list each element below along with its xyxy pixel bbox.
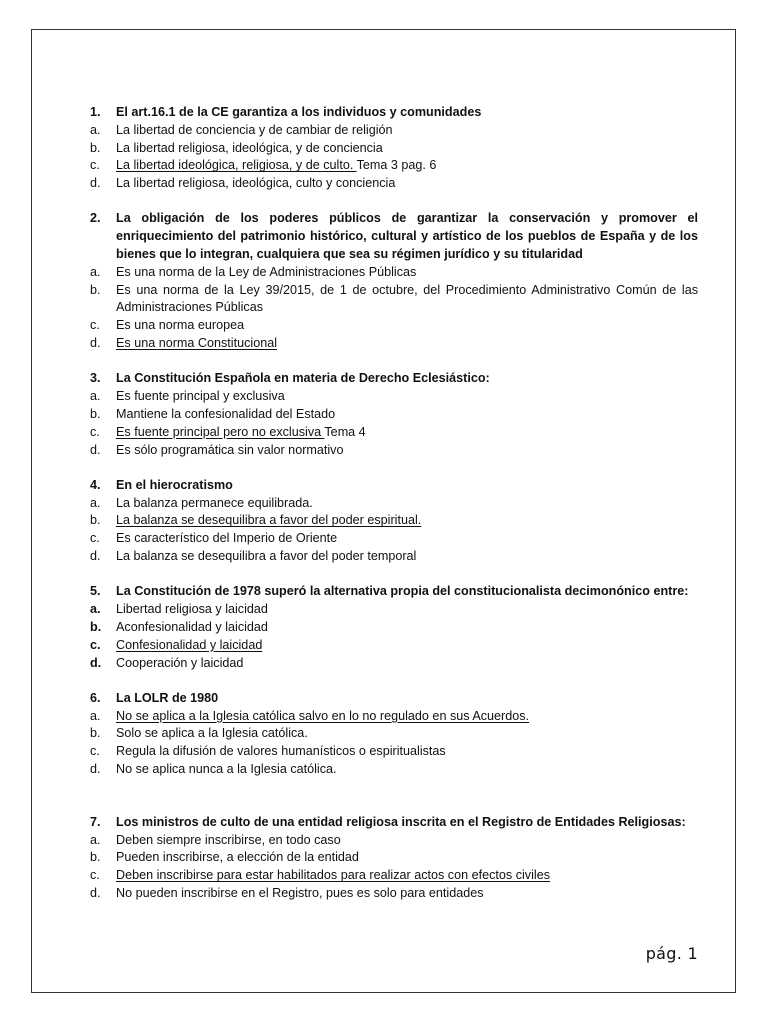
option-text: Mantiene la confesionalidad del Estado: [116, 406, 336, 421]
answer-option: [90, 619, 698, 637]
answer-option-correct: [90, 512, 698, 530]
option-letter: a.: [90, 602, 101, 617]
option-text: Aconfesionalidad y laicidad: [116, 619, 268, 634]
question-4: [90, 477, 698, 566]
option-text: La balanza se desequilibra a favor del poder temporal: [116, 549, 417, 564]
answer-option: [90, 388, 698, 406]
question-text: La Constitución de 1978 superó la alternativa propia del constitucionalista decimonónico entre:: [116, 584, 689, 599]
answer-option: [90, 530, 698, 548]
question-1: [90, 104, 698, 193]
question-text: El art.16.1 de la CE garantiza a los individuos y comunidades: [116, 105, 482, 119]
answer-option-correct: [90, 867, 698, 885]
option-text: [116, 708, 698, 726]
option-letter: b.: [90, 140, 101, 155]
question-text: En el hierocratismo: [116, 477, 233, 492]
question-5: [90, 583, 698, 672]
question-number: 2.: [90, 211, 101, 226]
option-text: Es fuente principal y exclusiva: [116, 389, 285, 404]
question-text: La LOLR de 1980: [116, 690, 219, 705]
option-text: La libertad religiosa, ideológica, y de conciencia: [116, 140, 383, 155]
option-letter: d.: [90, 762, 101, 776]
question-4-header: [90, 477, 698, 495]
option-text: [116, 335, 698, 353]
option-text: Libertad religiosa y laicidad: [116, 602, 268, 617]
question-number: 1.: [90, 105, 101, 119]
option-text: La libertad religiosa, ideológica, culto y conciencia: [116, 176, 396, 191]
option-letter: d.: [90, 176, 101, 191]
correct-answer-underlined: La libertad ideológica, religiosa, y de culto.: [116, 158, 357, 173]
answer-option: [90, 406, 698, 424]
answer-option: [90, 175, 698, 193]
option-letter: b.: [90, 850, 101, 865]
option-letter: c.: [90, 318, 100, 333]
option-text: Es característico del Imperio de Oriente: [116, 531, 338, 546]
option-letter: d.: [90, 442, 101, 457]
answer-option: [90, 317, 698, 335]
option-letter: a.: [90, 389, 101, 404]
correct-answer-underlined: Deben inscribirse para estar habilitados para realizar actos con efectos civiles: [116, 868, 550, 883]
option-text: [116, 157, 698, 175]
option-letter: a.: [90, 708, 101, 723]
question-5-header: [90, 583, 698, 601]
reference-note: Tema 4: [324, 424, 366, 439]
option-letter: b.: [90, 282, 101, 297]
question-6: [90, 690, 698, 779]
correct-answer-underlined: No se aplica a la Iglesia católica salvo en lo no regulado en sus Acuerdos.: [116, 708, 530, 723]
answer-option-correct: [90, 157, 698, 175]
option-letter: b.: [90, 513, 101, 528]
option-text: [116, 424, 698, 442]
option-text: Es una norma de la Ley de Administraciones Públicas: [116, 264, 417, 279]
option-text: Solo se aplica a la Iglesia católica.: [116, 726, 308, 741]
answer-option: [90, 655, 698, 673]
option-text: Es una norma de la Ley 39/2015, de 1 de octubre, del Procedimiento Administrativo Común de las Administraciones Públicas: [116, 282, 698, 315]
option-text: Es una norma europea: [116, 318, 245, 333]
answer-option: [90, 495, 698, 513]
option-letter: b.: [90, 726, 101, 741]
option-letter: d.: [90, 885, 101, 900]
question-6-header: [90, 690, 698, 708]
option-text: [116, 512, 698, 530]
option-letter: a.: [90, 495, 101, 510]
correct-answer-underlined: La balanza se desequilibra a favor del poder espiritual.: [116, 513, 422, 528]
answer-option: [90, 832, 698, 850]
option-text: Regula la difusión de valores humanísticos o espiritualistas: [116, 744, 446, 759]
option-letter: c.: [90, 868, 100, 883]
correct-answer-underlined: Confesionalidad y laicidad: [116, 637, 263, 652]
option-text: La libertad de conciencia y de cambiar de religión: [116, 122, 393, 137]
answer-option-correct: [90, 424, 698, 442]
option-text: Cooperación y laicidad: [116, 655, 244, 670]
option-text: Pueden inscribirse, a elección de la entidad: [116, 850, 359, 865]
answer-option: [90, 122, 698, 140]
option-letter: d.: [90, 336, 101, 351]
option-letter: c.: [90, 158, 100, 173]
option-letter: b.: [90, 619, 102, 634]
question-2-header: [90, 210, 698, 263]
correct-answer-underlined: Es una norma Constitucional: [116, 336, 278, 351]
question-number: 5.: [90, 584, 101, 599]
answer-option: [90, 725, 698, 743]
answer-option: [90, 548, 698, 566]
option-letter: c.: [90, 637, 101, 652]
answer-option: [90, 140, 698, 158]
option-letter: c.: [90, 744, 100, 759]
option-letter: d.: [90, 549, 101, 564]
question-text: La obligación de los poderes públicos de garantizar la conservación y promover el enriquecimiento del patrimonio histórico, cultural y artístico de los pueblos de España y de los bienes que lo integran, cualquiera que sea su régimen jurídico y su titularidad: [116, 211, 698, 262]
option-letter: c.: [90, 531, 100, 546]
option-letter: a.: [90, 264, 101, 279]
question-3-header: [90, 370, 698, 388]
page-number: pág. 1: [645, 944, 698, 963]
answer-option: [90, 282, 698, 318]
option-letter: a.: [90, 832, 101, 847]
option-letter: b.: [90, 406, 101, 421]
question-number: 3.: [90, 371, 101, 386]
question-text: La Constitución Española en materia de Derecho Eclesiástico:: [116, 371, 490, 386]
option-letter: d.: [90, 655, 102, 670]
answer-option-correct: [90, 637, 698, 655]
answer-option: [90, 761, 698, 779]
question-3: [90, 370, 698, 459]
option-text: Deben siempre inscribirse, en todo caso: [116, 832, 341, 847]
option-text: [116, 867, 698, 885]
correct-answer-underlined: Es fuente principal pero no exclusiva: [116, 424, 325, 439]
question-7-header: [90, 814, 698, 832]
question-text: Los ministros de culto de una entidad religiosa inscrita en el Registro de Entidades Religiosas:: [116, 814, 686, 829]
question-list: [90, 104, 698, 920]
answer-option: [90, 885, 698, 903]
answer-option: [90, 743, 698, 761]
question-7: [90, 814, 698, 903]
reference-note: Tema 3 pag. 6: [356, 158, 437, 173]
question-number: 4.: [90, 477, 101, 492]
answer-option: [90, 264, 698, 282]
answer-option: [90, 601, 698, 619]
question-1-header: [90, 104, 698, 122]
option-text: Es sólo programática sin valor normativo: [116, 442, 344, 457]
option-text: [116, 637, 698, 655]
answer-option: [90, 849, 698, 867]
question-2: [90, 210, 698, 352]
option-text: No se aplica nunca a la Iglesia católica.: [116, 762, 337, 776]
option-text: No pueden inscribirse en el Registro, pues es solo para entidades: [116, 885, 484, 900]
question-number: 7.: [90, 814, 101, 829]
question-number: 6.: [90, 690, 101, 705]
option-letter: c.: [90, 424, 100, 439]
option-text: La balanza permanece equilibrada.: [116, 495, 313, 510]
answer-option-correct: [90, 708, 698, 726]
answer-option-correct: [90, 335, 698, 353]
option-letter: a.: [90, 122, 101, 137]
answer-option: [90, 442, 698, 460]
